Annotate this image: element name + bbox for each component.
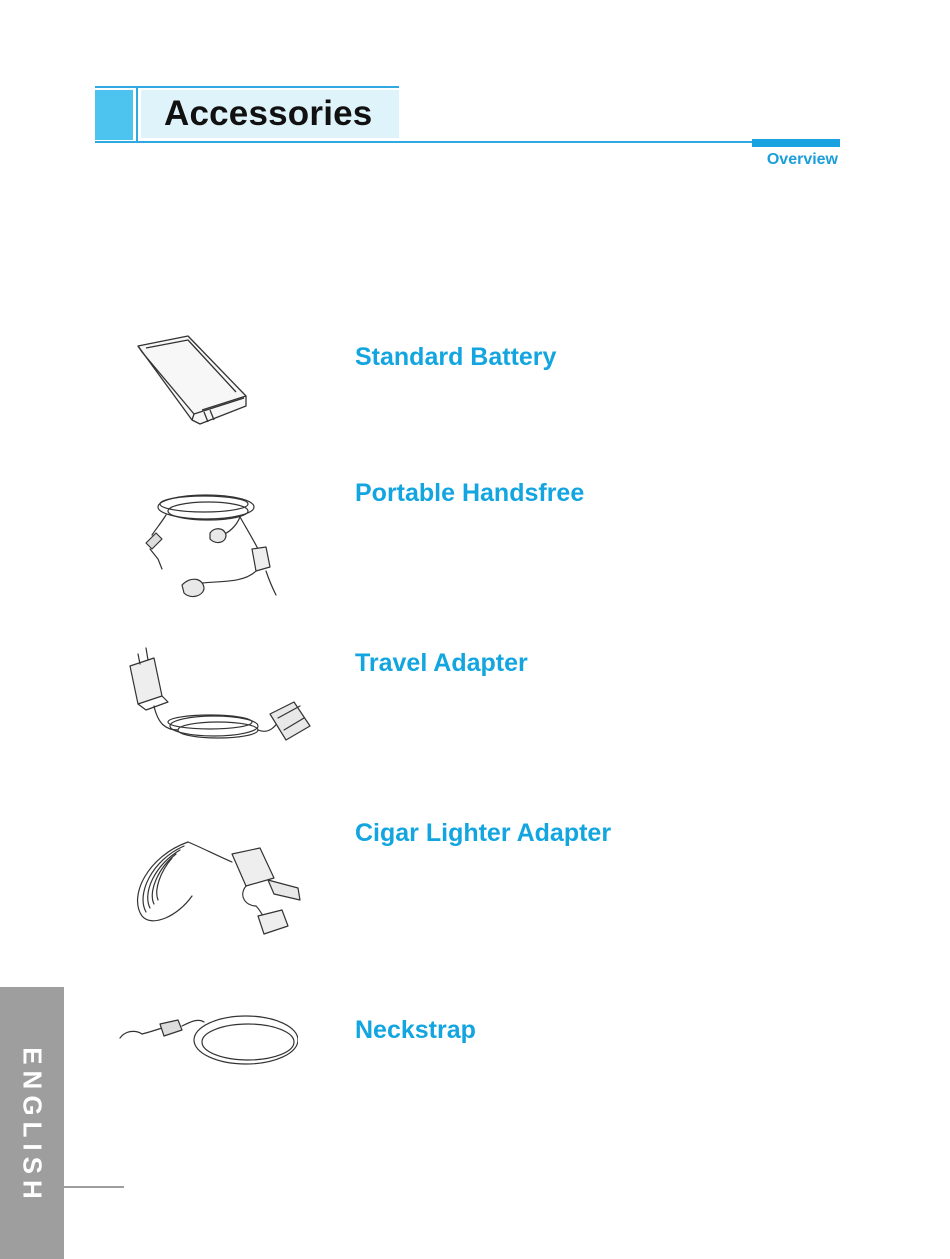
item-name-standard-battery: Standard Battery: [355, 343, 557, 371]
car-charger-icon: [128, 836, 308, 942]
header-top-rule: [95, 86, 399, 88]
header-accent-block: [95, 90, 133, 140]
section-label: Overview: [766, 151, 838, 168]
item-name-neckstrap: Neckstrap: [355, 1016, 476, 1044]
item-name-portable-handsfree: Portable Handsfree: [355, 479, 585, 507]
title-box: [141, 90, 399, 138]
battery-icon: [128, 330, 258, 430]
page-title: Accessories: [164, 94, 373, 133]
header-divider: [136, 88, 138, 142]
section-tab-mark: [752, 139, 840, 147]
handsfree-earphone-icon: [136, 487, 286, 605]
item-name-travel-adapter: Travel Adapter: [355, 649, 528, 677]
header-bottom-rule: [95, 141, 840, 143]
neckstrap-icon: [116, 1008, 298, 1072]
language-label: ENGLISH: [17, 1047, 48, 1205]
item-name-cigar-lighter-adapter: Cigar Lighter Adapter: [355, 819, 612, 847]
footer-rule: [64, 1186, 124, 1188]
travel-adapter-icon: [118, 644, 314, 754]
